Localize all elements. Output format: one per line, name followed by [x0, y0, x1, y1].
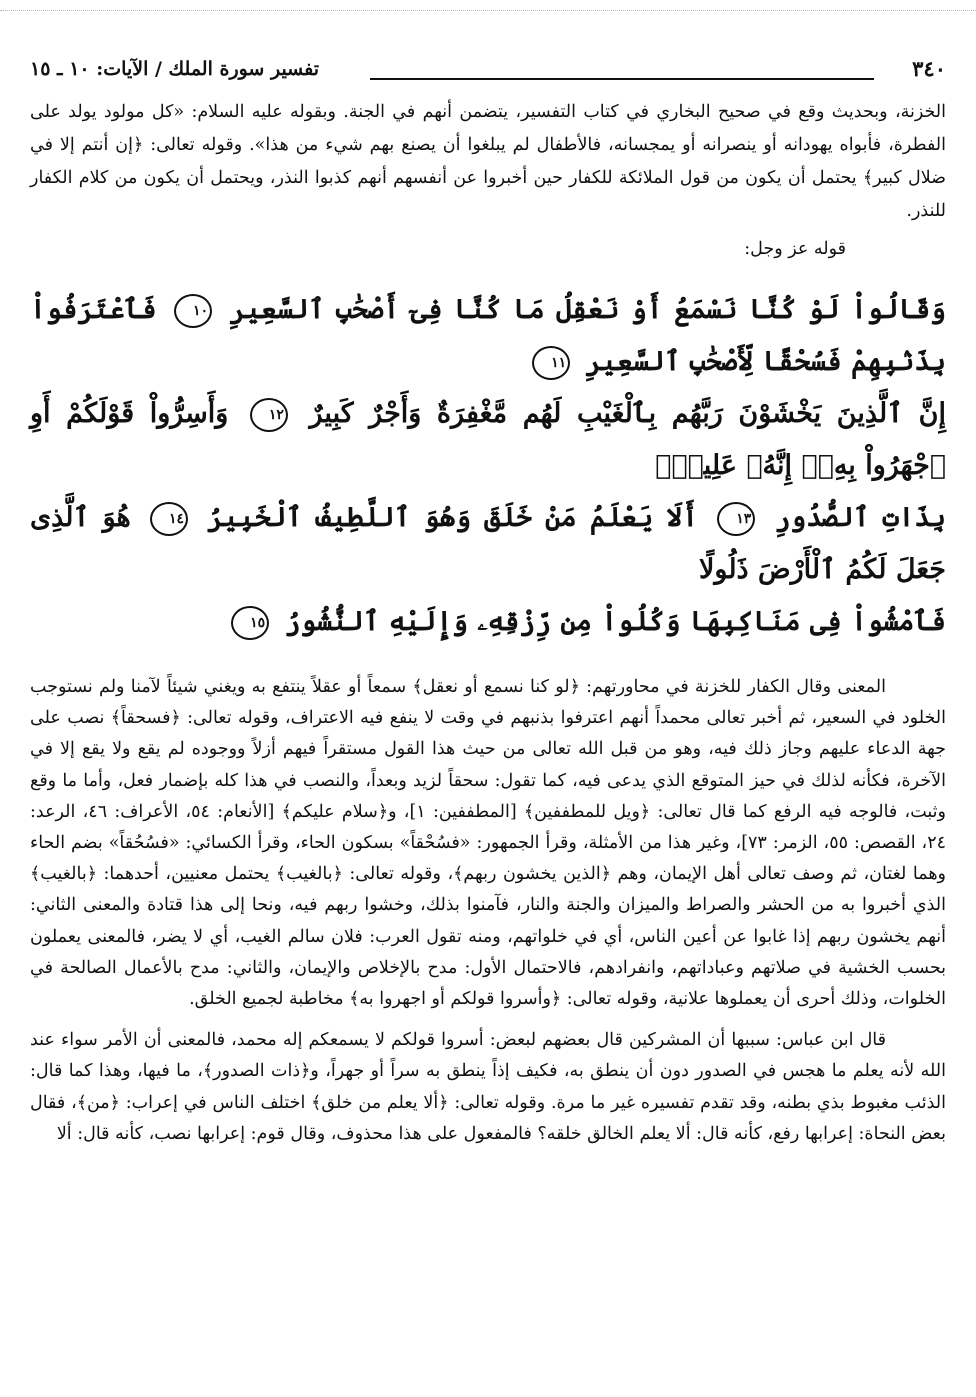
- ayah-marker-13: ١٣: [717, 502, 755, 536]
- verse-15-text-start: هُوَ ٱلَّذِى جَعَلَ لَكُمُ ٱلْأَرْضَ ذَلُولًا: [30, 502, 946, 585]
- verse-10-text: وَقَالُواْ لَوْ كُنَّا نَسْمَعُ أَوْ نَعْقِلُ مَا كُنَّا فِىٓ أَصْحَٰبِ ٱلسَّعِيرِ: [229, 294, 947, 325]
- ayah-marker-11: ١١: [532, 346, 570, 380]
- verse-15-text-end: فَٱمْشُواْ فِى مَنَاكِبِهَا وَكُلُواْ مِن رِّزْقِهِۦ وَإِلَيْهِ ٱلنُّشُورُ: [284, 606, 946, 637]
- verse-intro: قوله عز وجل:: [744, 239, 846, 259]
- paragraph-3-text: قال ابن عباس: سببها أن المشركين قال بعضهم لبعض: أسروا قولكم لا يسمعكم إله محمد، فالمعنى أن الأمر سواء عند الله لأنه يعلم ما هجس في الصدور دون أن ينطق به، فكيف إذاً ينطق به سراً أو جهراً، و﴿ذات الصدور﴾، ما فيها، وهذا كما قال: الذئب مغبوط بذي بطنه، وقد تقدم تفسيره غير ما مرة. وقوله تعالى: ﴿ألا يعلم من خلق﴾ اختلف الناس في إعراب: ﴿من﴾، فقال بعض النحاة: إعرابها رفع، كأنه قال: ألا يعلم الخالق خلقه؟ فالمفعول على هذا محذوف، وقال قوم: إعرابها نصب، كأنه قال: ألا: [30, 1030, 946, 1144]
- page-header: [30, 56, 946, 96]
- ayah-marker-12: ١٢: [250, 398, 288, 432]
- ayah-marker-10: ١٠: [174, 294, 212, 328]
- quran-line-4: [30, 596, 946, 648]
- header-rule: [370, 78, 874, 80]
- quran-line-3: [30, 492, 946, 596]
- page-number: ٣٤٠: [912, 56, 946, 81]
- scan-edge-dotted-line: [0, 10, 976, 11]
- quran-line-2: [30, 388, 946, 492]
- book-page: [30, 56, 946, 1150]
- verse-11-text: فَٱعْتَرَفُواْ بِذَنۢبِهِمْ فَسُحْقًا لِّأَصْحَٰبِ ٱلسَّعِيرِ: [30, 294, 946, 377]
- quran-verses: [30, 284, 946, 648]
- verse-14-text: أَلَا يَعْلَمُ مَنْ خَلَقَ وَهُوَ ٱللَّطِيفُ ٱلْخَبِيرُ: [207, 502, 699, 533]
- verse-13-text-start: وَأَسِرُّواْ قَوْلَكُمْ أَوِ ٱجْهَرُواْ بِهِۦٓ إِنَّهُۥ عَلِيمٌۢ: [30, 398, 946, 481]
- running-title: تفسير سورة الملك / الآيات: ١٠ ـ ١٥: [30, 58, 320, 80]
- ayah-marker-15: ١٥: [231, 606, 269, 640]
- ayah-marker-14: ١٤: [150, 502, 188, 536]
- verse-13-text-end: بِذَاتِ ٱلصُّدُورِ: [774, 502, 947, 533]
- paragraph-1: الخزنة، وبحديث وقع في صحيح البخاري في كتاب التفسير، يتضمن أنهم في الجنة. وبقوله عليه السلام: «كل مولود يولد على الفطرة، فأبواه يهودانه أو ينصرانه أو يمجسانه، فالأطفال لم يبلغوا أن يصنع بهم شيء من هذا». وقوله تعالى: ﴿إن أنتم إلا في ضلال كبير﴾ يحتمل أن يكون من قول الملائكة للكفار حين أخبروا عن أنفسهم أنهم كذبوا النذر، ويحتمل أن يكون من كلام الكفار للنذر.: [30, 102, 946, 221]
- verse-12-text: إِنَّ ٱلَّذِينَ يَخْشَوْنَ رَبَّهُم بِٱلْغَيْبِ لَهُم مَّغْفِرَةٌ وَأَجْرٌ كَبِيرٌ: [309, 398, 946, 429]
- quran-line-1: [30, 284, 946, 388]
- paragraph-2: [30, 672, 946, 1015]
- paragraph-2-text: المعنى وقال الكفار للخزنة في محاورتهم: ﴿لو كنا نسمع أو نعقل﴾ سمعاً أو عقلاً ينتفع به ويغني شيئاً لآمنا ولم نستوجب الخلود في السعير، ثم أخبر تعالى محمداً أنهم اعترفوا بذنبهم في وقت لا ينفع فيه الاعتراف، وقوله تعالى: ﴿فسحقاً﴾ نصب على جهة الدعاء عليهم وجاز ذلك فيه، وهو من قبل الله تعالى من حيث هذا القول مستقراً فيهم أزلاً ووجوده لم يقع ولا يقع إلا في الآخرة، فكأنه لذلك في حيز المتوقع الذي يدعى فيه، كما تقول: سحقاً لزيد وبعداً، والنصب في هذا كله بإضمار فعل، وأما ما وقع وثبت، فالوجه فيه الرفع كما قال تعالى: ﴿ويل للمطففين﴾ [المطففين: ١]، و﴿سلام عليكم﴾ [الأنعام: ٥٤، الأعراف: ٤٦، الرعد: ٢٤، القصص: ٥٥، الزمر: ٧٣]، وغير هذا من الأمثلة، وقرأ الجمهور: «فسُحْقاً» بسكون الحاء، وقرأ الكسائي: «فسُحُقاً» بضم الحاء وهما لغتان، ثم وصف تعالى أهل الإيمان، وهم ﴿الذين يخشون ربهم﴾، وقوله تعالى: ﴿بالغيب﴾ يحتمل معنيين، أحدهما: ﴿بالغيب﴾ الذي أخبروا به من الحشر والصراط والميزان والجنة والنار، فآمنوا بذلك، وخشوا ربهم فيه، ونحا إلى هذا قتادة والمعنى الثاني: أنهم يخشون ربهم إذا غابوا عن أعين الناس، أي في خلواتهم، ومنه تقول العرب: فلان سالم الغيب، أي لا يضر، فالمعنى يعملون بحسب الخشية في صلاتهم وعباداتهم، وانفرادهم، فالاحتمال الأول: مدح بالإخلاص والإيمان، والثاني: مدح بالأعمال الصالحة في الخلوات، وذلك أحرى أن يعملوها علانية، وقوله تعالى: ﴿وأسروا قولكم أو اجهروا به﴾ مخاطبة لجميع الخلق.: [30, 677, 946, 1010]
- paragraph-3: [30, 1025, 946, 1150]
